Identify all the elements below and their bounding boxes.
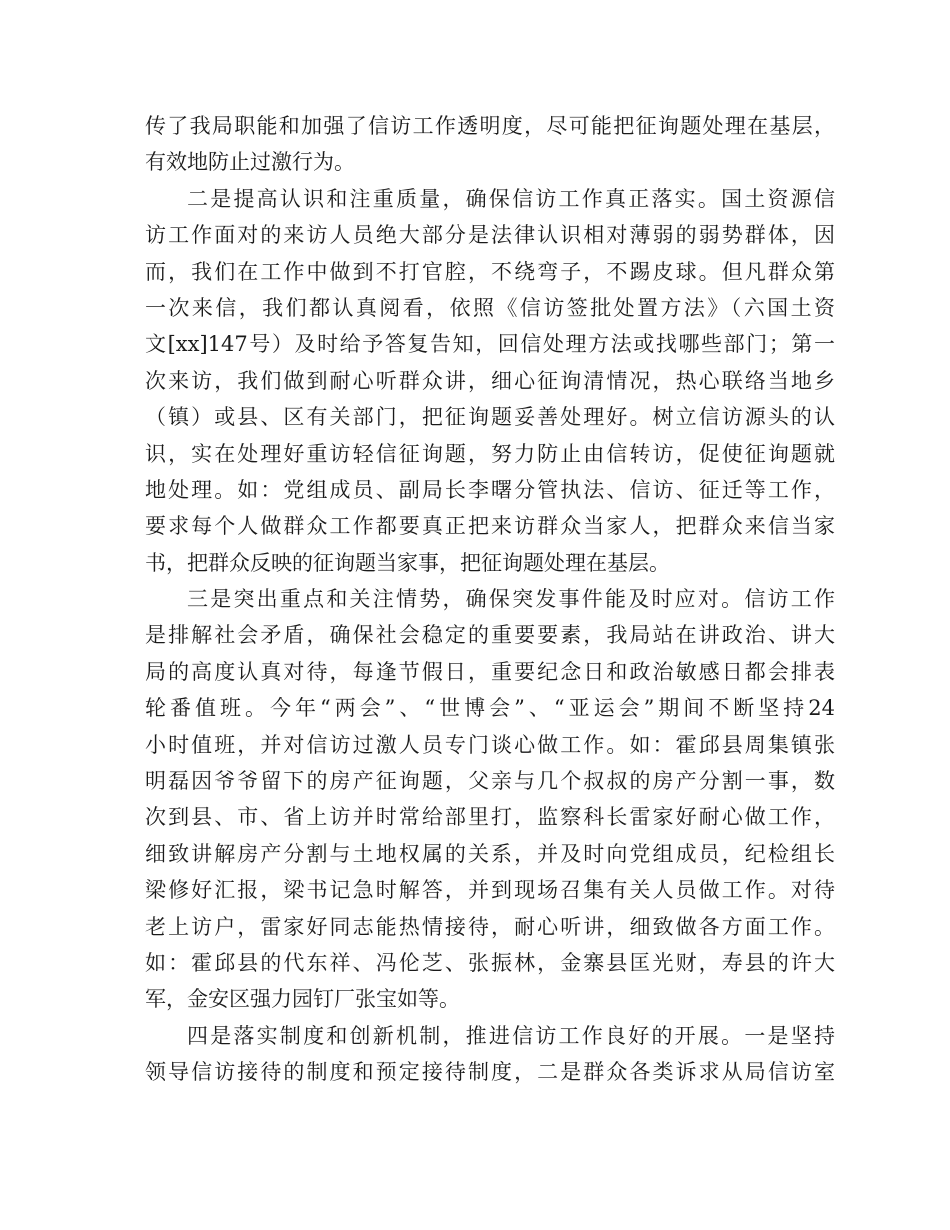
- text-line: 识，实在处理好重访轻信征询题，努力防止由信转访，促使征询题就: [145, 441, 835, 466]
- text-line: 局的高度认真对待，每逢节假日，重要纪念日和政治敏感日都会排表: [145, 659, 835, 684]
- text-line: 老上访户，雷家好同志能热情接待，耐心听讲，细致做各方面工作。: [145, 914, 835, 939]
- text-line: 访工作面对的来访人员绝大部分是法律认识相对薄弱的弱势群体，因: [145, 223, 835, 248]
- text-line: 小时值班，并对信访过激人员专门谈心做工作。如：霍邱县周集镇张: [145, 732, 835, 757]
- text-line: 细致讲解房产分割与土地权属的关系，并及时向党组成员，纪检组长: [145, 841, 835, 866]
- text-line: 二是提高认识和注重质量，确保信访工作真正落实。国土资源信: [187, 186, 835, 211]
- text-line: 文[xx]147号）及时给予答复告知，回信处理方法或找哪些部门；第一: [145, 332, 835, 357]
- text-line: 传了我局职能和加强了信访工作透明度，尽可能把征询题处理在基层，: [145, 114, 835, 138]
- body-text: [145, 108, 835, 1091]
- text-line: 书，把群众反映的征询题当家事，把征询题处理在基层。: [145, 550, 670, 575]
- text-line: 要求每个人做群众工作都要真正把来访群众当家人，把群众来信当家: [145, 514, 835, 539]
- text-line: 一次来信，我们都认真阅看，依照《信访签批处置方法》（六国土资: [145, 295, 835, 320]
- text-line: 而，我们在工作中做到不打官腔，不绕弯子，不踢皮球。但凡群众第: [145, 259, 835, 284]
- text-line: 轮番值班。今年“两会”、“世博会”、“亚运会”期间不断坚持24: [145, 696, 835, 721]
- text-line: 领导信访接待的制度和预定接待制度，二是群众各类诉求从局信访室: [145, 1060, 835, 1085]
- text-line: 如：霍邱县的代东祥、冯伦芝、张振林，金寨县匡光财，寿县的许大: [145, 950, 835, 975]
- text-line: 四是落实制度和创新机制，推进信访工作良好的开展。一是坚持: [187, 1023, 835, 1048]
- text-line: 次来访，我们做到耐心听群众讲，细心征询清情况，热心联络当地乡: [145, 368, 835, 393]
- text-line: 有效地防止过激行为。: [145, 150, 355, 175]
- text-line: 次到县、市、省上访并时常给部里打，监察科长雷家好耐心做工作，: [145, 805, 835, 830]
- text-line: 梁修好汇报，梁书记急时解答，并到现场召集有关人员做工作。对待: [145, 878, 835, 903]
- text-line: 地处理。如：党组成员、副局长李曙分管执法、信访、征迁等工作，: [145, 477, 835, 502]
- text-line: （镇）或县、区有关部门，把征询题妥善处理好。树立信访源头的认: [145, 405, 835, 430]
- text-line: 是排解社会矛盾，确保社会稳定的重要要素，我局站在讲政治、讲大: [145, 623, 835, 648]
- text-line: 三是突出重点和关注情势，确保突发事件能及时应对。信访工作: [187, 587, 835, 612]
- text-line: 军，金安区强力园钉厂张宝如等。: [145, 987, 460, 1012]
- text-line: 明磊因爷爷留下的房产征询题，父亲与几个叔叔的房产分割一事，数: [145, 769, 835, 794]
